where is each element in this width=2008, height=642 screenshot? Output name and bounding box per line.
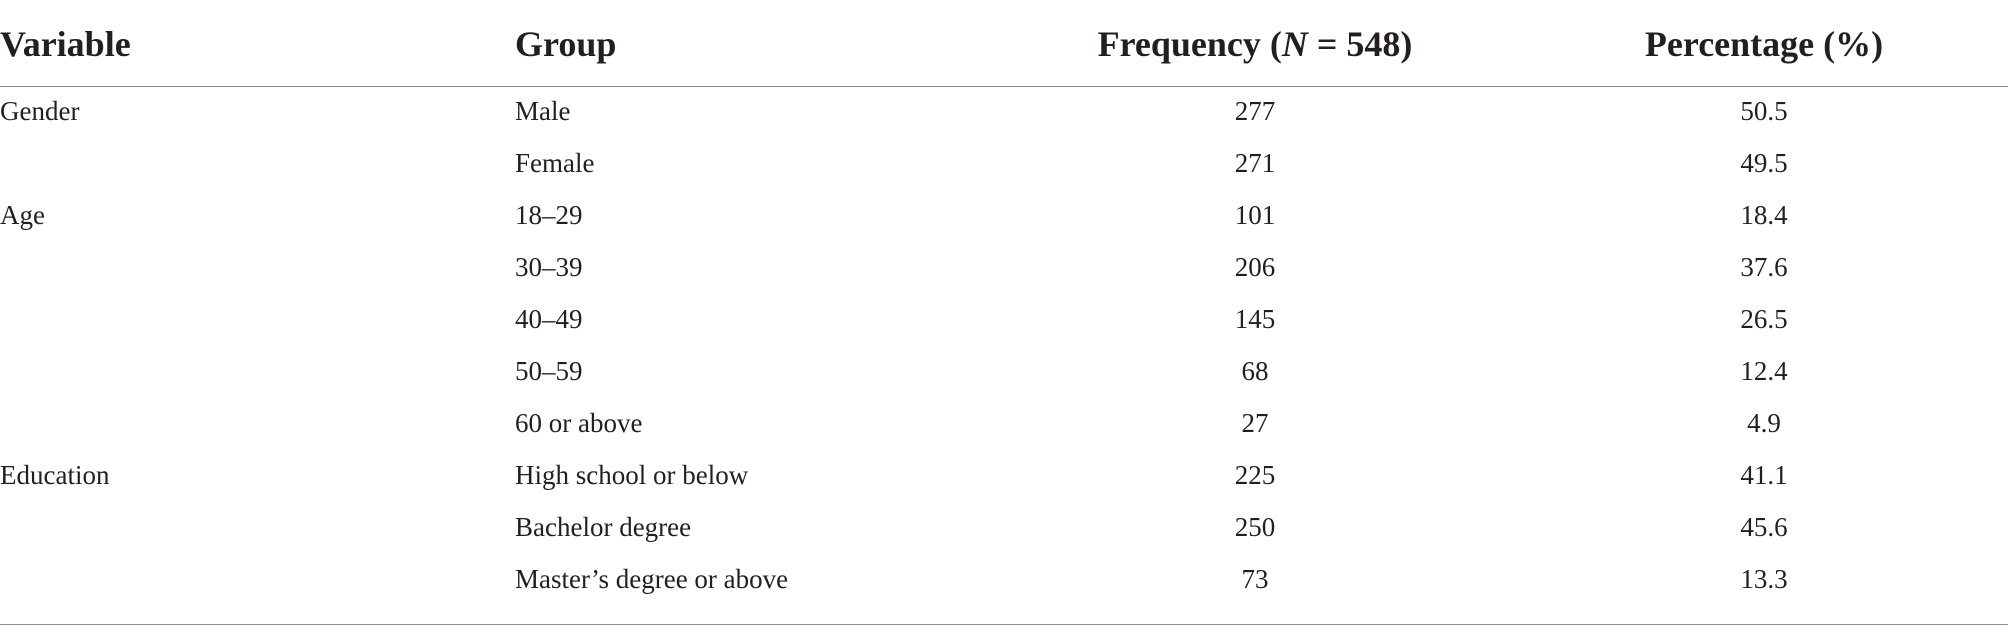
table-row bbox=[0, 449, 2008, 501]
table-row bbox=[0, 189, 2008, 241]
cell-percentage: 18.4 bbox=[1740, 200, 1788, 230]
table-row bbox=[0, 345, 2008, 397]
cell-frequency: 277 bbox=[1234, 96, 1276, 126]
cell-percentage: 4.9 bbox=[1747, 408, 1781, 438]
column-header-frequency bbox=[1030, 22, 1480, 66]
cell-group: High school or below bbox=[515, 460, 749, 490]
cell-frequency: 225 bbox=[1234, 460, 1276, 490]
frequency-header-prefix: Frequency ( bbox=[1097, 24, 1282, 64]
cell-frequency: 206 bbox=[1234, 252, 1276, 282]
cell-frequency: 271 bbox=[1234, 148, 1276, 178]
cell-group: 18–29 bbox=[515, 200, 583, 230]
cell-percentage: 49.5 bbox=[1740, 148, 1788, 178]
table-row bbox=[0, 85, 2008, 137]
cell-percentage: 50.5 bbox=[1740, 96, 1788, 126]
footer-rule bbox=[0, 624, 2008, 625]
cell-group: 40–49 bbox=[515, 304, 583, 334]
table-row bbox=[0, 137, 2008, 189]
cell-group: 50–59 bbox=[515, 356, 583, 386]
cell-group: 60 or above bbox=[515, 408, 643, 438]
table-row bbox=[0, 553, 2008, 605]
cell-frequency: 250 bbox=[1234, 512, 1276, 542]
cell-group: Male bbox=[515, 96, 571, 126]
cell-percentage: 12.4 bbox=[1740, 356, 1788, 386]
column-header-group: Group bbox=[515, 24, 617, 64]
table-row bbox=[0, 501, 2008, 553]
table-row bbox=[0, 241, 2008, 293]
table-row bbox=[0, 293, 2008, 345]
table-header bbox=[0, 0, 2008, 88]
cell-percentage: 13.3 bbox=[1740, 564, 1788, 594]
column-header-variable: Variable bbox=[0, 24, 131, 64]
cell-group: 30–39 bbox=[515, 252, 583, 282]
cell-variable: Gender bbox=[0, 96, 80, 126]
frequency-header-n: N bbox=[1281, 24, 1308, 64]
column-header-percentage: Percentage (%) bbox=[1644, 24, 1884, 64]
cell-group: Female bbox=[515, 148, 595, 178]
cell-group: Master’s degree or above bbox=[515, 564, 789, 594]
cell-percentage: 45.6 bbox=[1740, 512, 1788, 542]
cell-frequency: 27 bbox=[1241, 408, 1269, 438]
cell-variable: Age bbox=[0, 200, 45, 230]
cell-frequency: 145 bbox=[1234, 304, 1276, 334]
table-row bbox=[0, 397, 2008, 449]
cell-group: Bachelor degree bbox=[515, 512, 692, 542]
cell-frequency: 73 bbox=[1241, 564, 1269, 594]
cell-percentage: 41.1 bbox=[1740, 460, 1788, 490]
cell-percentage: 26.5 bbox=[1740, 304, 1788, 334]
cell-variable: Education bbox=[0, 460, 110, 490]
cell-frequency: 68 bbox=[1241, 356, 1269, 386]
frequency-header-suffix: = 548) bbox=[1307, 24, 1413, 64]
cell-percentage: 37.6 bbox=[1740, 252, 1788, 282]
cell-frequency: 101 bbox=[1234, 200, 1276, 230]
